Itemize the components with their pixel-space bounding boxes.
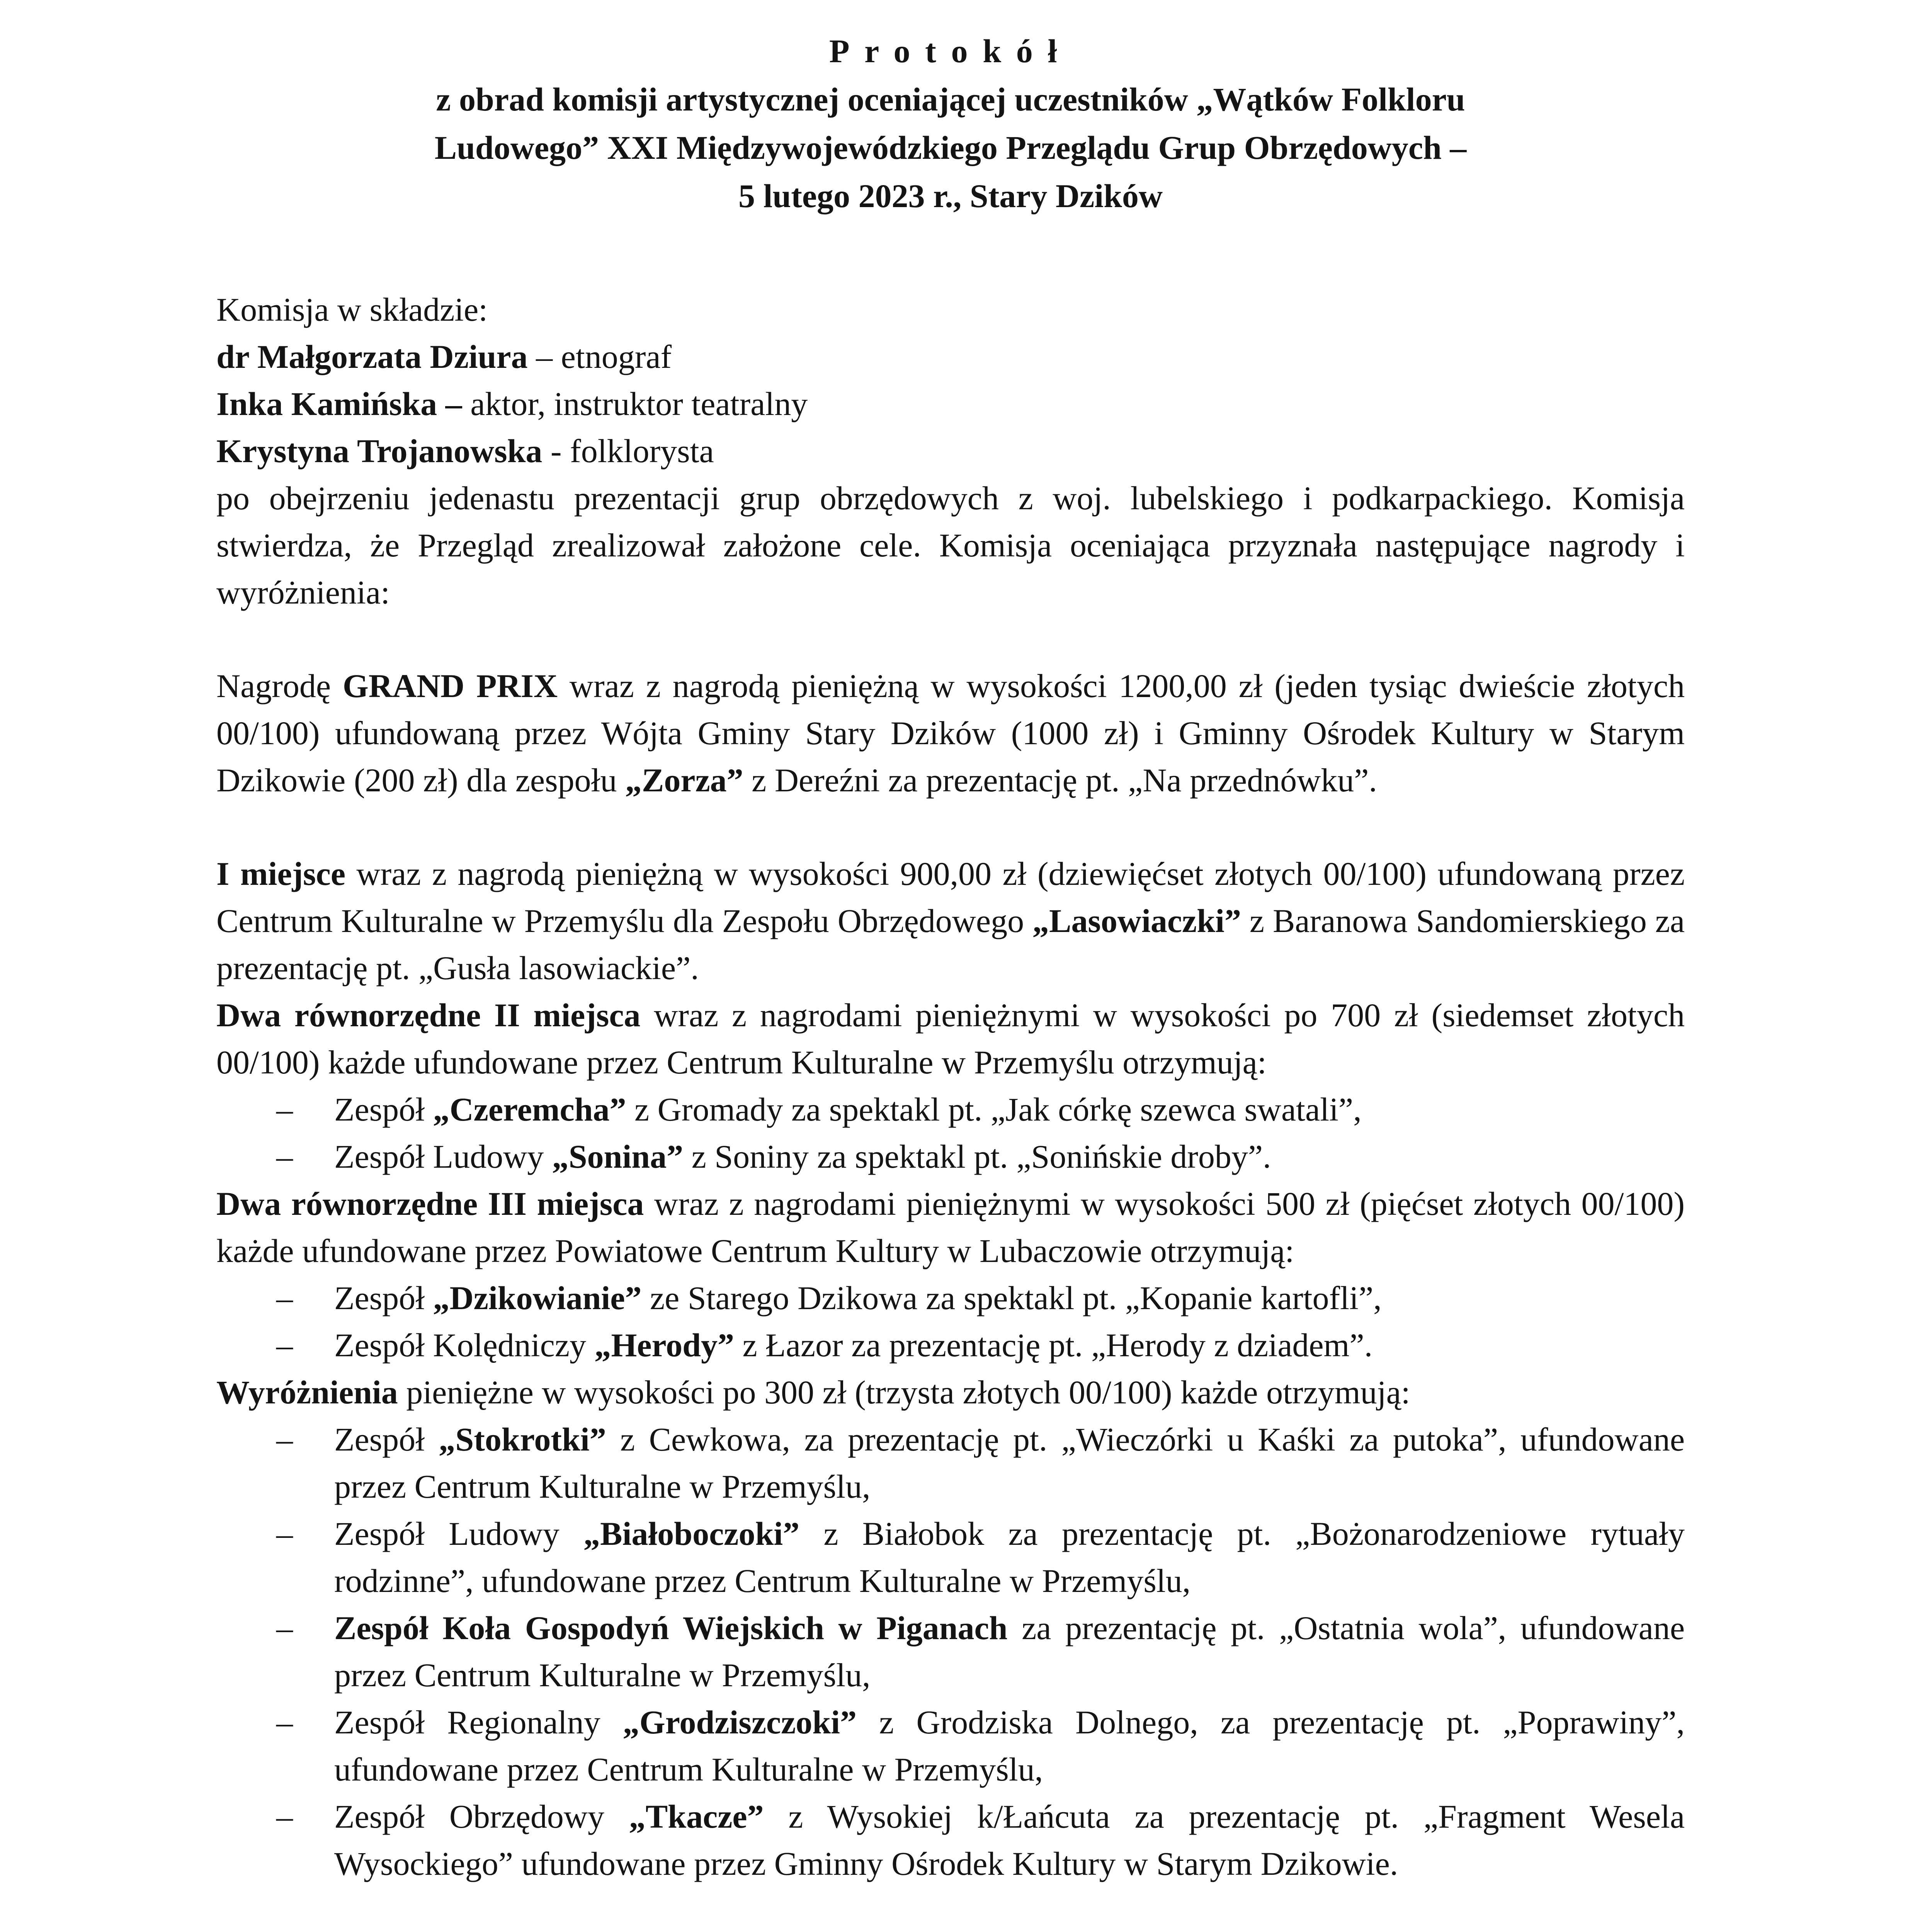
text-run: z Dereźni za prezentację pt. „Na przednówku”. xyxy=(743,762,1377,799)
document-body xyxy=(216,286,1685,1932)
member-name: Inka Kamińska – xyxy=(216,385,462,422)
group-name: „Lasowiaczki” xyxy=(1032,902,1241,939)
member-name: Krystyna Trojanowska xyxy=(216,432,543,469)
text-run: Zespół Obrzędowy xyxy=(334,1798,629,1835)
committee-statement: po obejrzeniu jedenastu prezentacji grup obrzędowych z woj. lubelskiego i podkarpackiego. Komisja stwierdza, że Przegląd zrealizował założone cele. Komisja oceniająca przyznała następujące nagrody i wyróżnienia: xyxy=(216,480,1685,611)
list-item xyxy=(216,1416,1685,1510)
text-run: z Łazor za prezentację pt. „Herody z dziadem”. xyxy=(734,1327,1373,1364)
second-place-list xyxy=(216,1086,1685,1180)
list-item xyxy=(216,1086,1685,1133)
member-role: - folklorysta xyxy=(542,432,714,469)
distinctions-list xyxy=(216,1416,1685,1887)
dash-marker: – xyxy=(276,1138,293,1175)
list-item xyxy=(216,1510,1685,1604)
text-run: wraz z nagrodami pieniężnymi w wysokości 500 zł (pięćset złotych 00/100) każde ufundowane przez Powiatowe Centrum Kultury w Lubaczowie otrzymują: xyxy=(216,1185,1685,1269)
dash-marker: – xyxy=(276,1279,293,1316)
text-run: Zespół Kolędniczy xyxy=(334,1327,595,1364)
list-item xyxy=(216,1793,1685,1887)
third-place-paragraph xyxy=(216,1180,1685,1274)
text-run: Zespół xyxy=(334,1279,433,1316)
text-run: wraz z nagrodą pieniężną w wysokości 1200,00 zł (jeden tysiąc dwieście złotych 00/100) ufundowaną przez Wójta Gminy Stary Dzików (1000 zł) i Gminny Ośrodek Kultury w Starym Dzikowie (200 zł) dla zespołu xyxy=(216,667,1685,799)
dash-marker: – xyxy=(276,1609,293,1646)
text-run: z Cewkowa, za prezentację pt. „Wieczórki u Kaśki za putoka”, ufundowane przez Centrum Kulturalne w Przemyślu, xyxy=(334,1421,1685,1505)
grand-prix-label: GRAND PRIX xyxy=(342,667,558,704)
group-name: „Grodziszczoki” xyxy=(622,1704,857,1741)
text-run: Zespół xyxy=(334,1421,439,1458)
committee-member xyxy=(216,333,1685,380)
text-run: wraz z nagrodą pieniężną w wysokości 900,00 zł (dziewięćset złotych 00/100) ufundowaną przez Centrum Kulturalne w Przemyślu dla Zespołu Obrzędowego xyxy=(216,855,1685,939)
group-name: „Dzikowianie” xyxy=(433,1279,642,1316)
list-item xyxy=(216,1321,1685,1369)
group-name: „Herody” xyxy=(594,1327,734,1364)
dash-marker: – xyxy=(276,1421,293,1458)
list-item xyxy=(216,1699,1685,1793)
third-place-label: Dwa równorzędne III miejsca xyxy=(216,1185,644,1222)
text-run: Zespół xyxy=(334,1091,433,1128)
dash-marker: – xyxy=(276,1515,293,1552)
text-run: z Białobok za prezentację pt. „Bożonarodzeniowe rytuały rodzinne”, ufundowane przez Centrum Kulturalne w Przemyślu, xyxy=(334,1515,1685,1599)
text-run: za prezentację pt. „Ostatnia wola”, ufundowane przez Centrum Kulturalne w Przemyślu, xyxy=(334,1609,1685,1694)
text-run: pieniężne w wysokości po 300 zł (trzysta złotych 00/100) każde otrzymują: xyxy=(398,1374,1410,1411)
group-name: Zespół Koła Gospodyń Wiejskich w Piganach xyxy=(334,1609,1008,1646)
first-place-paragraph xyxy=(216,850,1685,992)
member-role: aktor, instruktor teatralny xyxy=(462,385,808,422)
member-name: dr Małgorzata Dziura xyxy=(216,338,528,375)
text-run: Zespół Ludowy xyxy=(334,1138,552,1175)
group-name: „Stokrotki” xyxy=(439,1421,606,1458)
subtitle-line-2: Ludowego” XXI Międzywojewódzkiego Przeglądu Grup Obrzędowych – xyxy=(434,129,1467,166)
group-name: „Białoboczoki” xyxy=(583,1515,800,1552)
group-name: „Tkacze” xyxy=(629,1798,764,1835)
second-place-paragraph xyxy=(216,992,1685,1086)
text-run: z Grodziska Dolnego, za prezentację pt. „Poprawiny”, ufundowane przez Centrum Kulturalne w Przemyślu, xyxy=(334,1704,1685,1788)
text-run: wraz z nagrodami pieniężnymi w wysokości po 700 zł (siedemset złotych 00/100) każde ufundowane przez Centrum Kulturalne w Przemyślu otrzymują: xyxy=(216,997,1685,1081)
text-run: Nagrodę xyxy=(216,667,343,704)
dash-marker: – xyxy=(276,1091,293,1128)
dash-marker: – xyxy=(276,1327,293,1364)
second-place-label: Dwa równorzędne II miejsca xyxy=(216,997,641,1034)
text-run: z Gromady za spektakl pt. „Jak córkę szewca swatali”, xyxy=(626,1091,1362,1128)
group-name: „Zorza” xyxy=(625,762,743,799)
dash-marker: – xyxy=(276,1704,293,1741)
text-run: z Baranowa Sandomierskiego za prezentację pt. „Gusła lasowiackie”. xyxy=(216,902,1685,986)
text-run: z Wysokiej k/Łańcuta za prezentację pt. „Fragment Wesela Wysockiego” ufundowane przez Gminny Ośrodek Kultury w Starym Dzikowie. xyxy=(334,1798,1685,1882)
text-run: Zespół Regionalny xyxy=(334,1704,623,1741)
text-run: Zespół Ludowy xyxy=(334,1515,584,1552)
distinctions-paragraph xyxy=(216,1369,1685,1416)
dash-marker: – xyxy=(276,1798,293,1835)
committee-intro: Komisja w składzie: xyxy=(216,291,488,328)
committee-member xyxy=(216,427,1685,474)
group-name: „Sonina” xyxy=(552,1138,684,1175)
subtitle-line-1: z obrad komisji artystycznej oceniającej uczestników „Wątków Folkloru xyxy=(436,81,1465,118)
grand-prix-paragraph xyxy=(216,662,1685,804)
distinctions-label: Wyróżnienia xyxy=(216,1374,398,1411)
document-title: Protokół xyxy=(829,32,1072,70)
list-item xyxy=(216,1604,1685,1699)
document-page xyxy=(216,27,1685,1932)
subtitle-line-3: 5 lutego 2023 r., Stary Dzików xyxy=(738,177,1163,214)
text-run: z Soniny za spektakl pt. „Sonińskie droby”. xyxy=(683,1138,1271,1175)
list-item xyxy=(216,1274,1685,1321)
committee-member xyxy=(216,380,1685,427)
member-role: – etnograf xyxy=(527,338,672,375)
third-place-list xyxy=(216,1274,1685,1369)
document-header xyxy=(216,27,1685,220)
list-item xyxy=(216,1133,1685,1180)
first-place-label: I miejsce xyxy=(216,855,345,892)
group-name: „Czeremcha” xyxy=(433,1091,626,1128)
text-run: ze Starego Dzikowa za spektakl pt. „Kopanie kartofli”, xyxy=(641,1279,1382,1316)
